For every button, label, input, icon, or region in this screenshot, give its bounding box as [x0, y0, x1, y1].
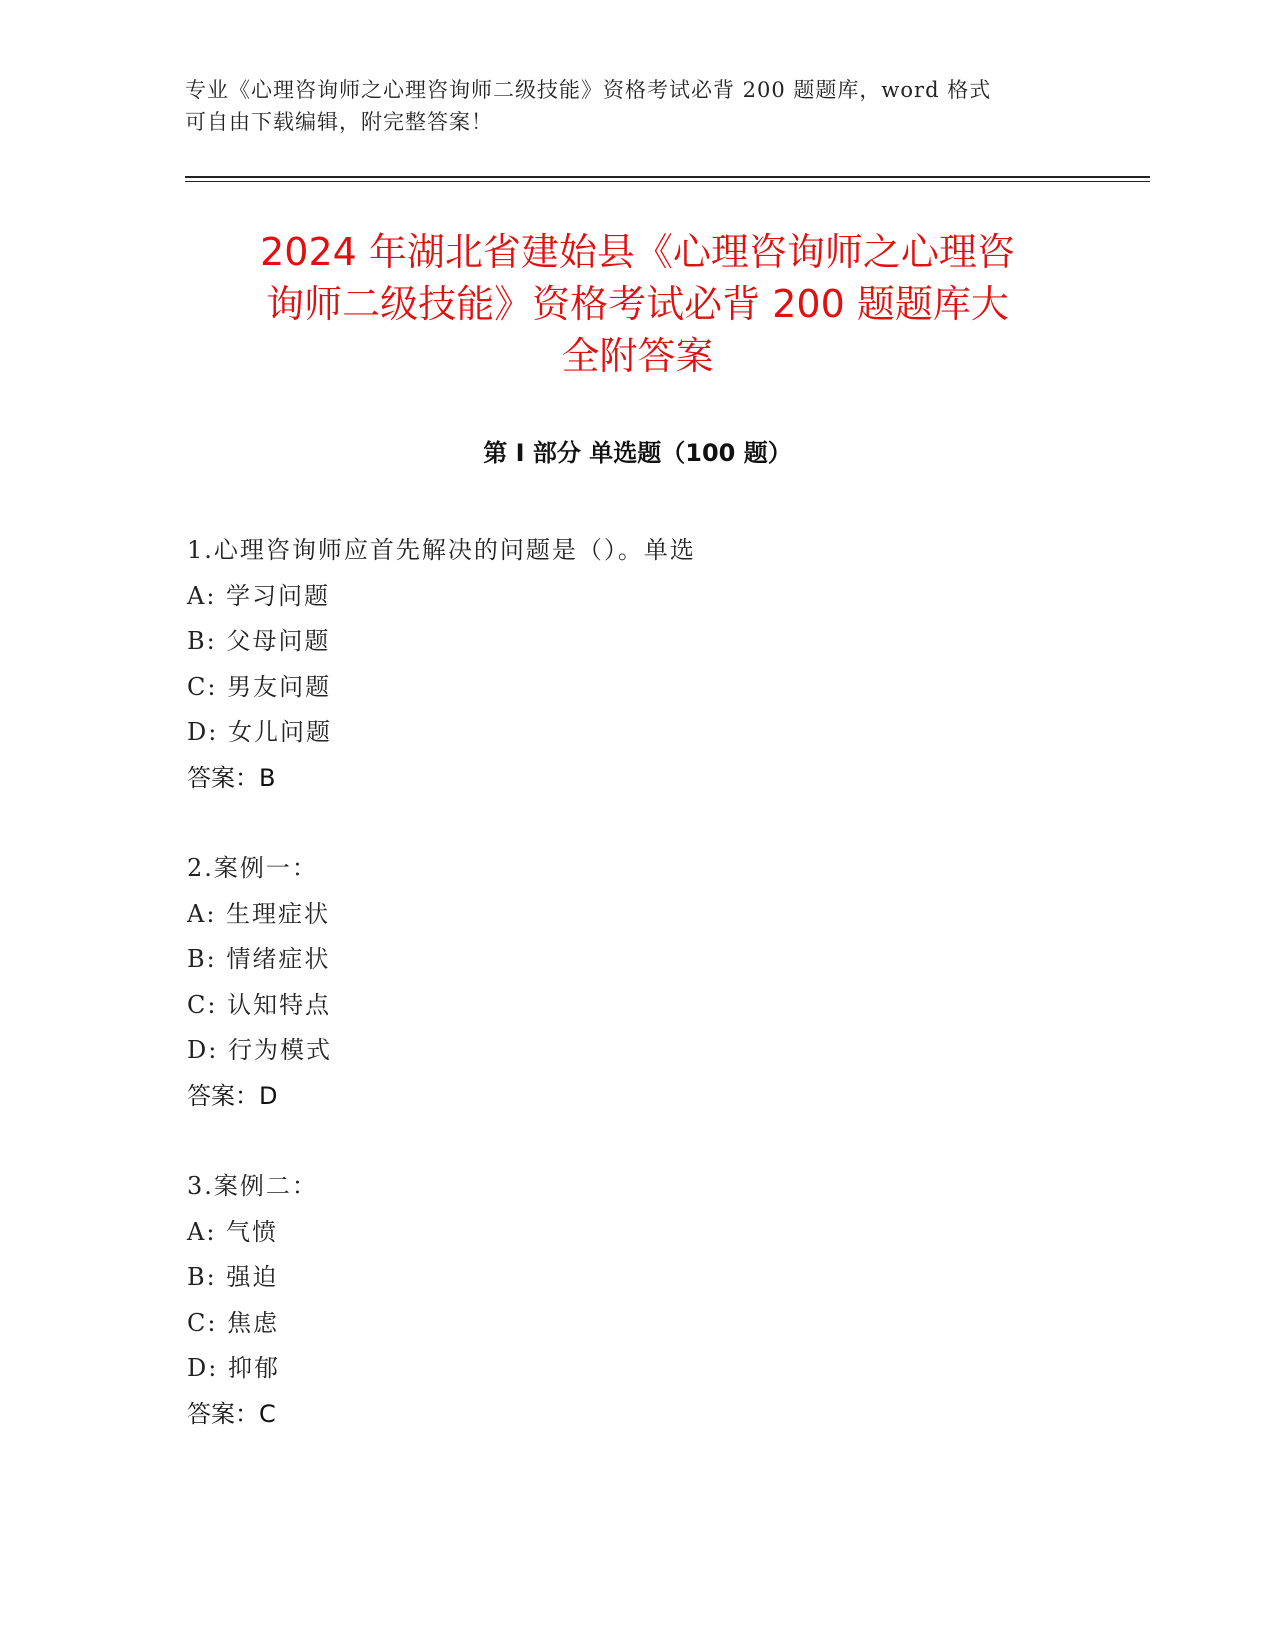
question-item — [187, 528, 1087, 801]
option-b: B: 强迫 — [187, 1263, 279, 1291]
option-b: B: 父母问题 — [187, 627, 331, 655]
option-a: A: 生理症状 — [187, 899, 331, 928]
option-c: C: 焦虑 — [187, 1308, 280, 1337]
header-note — [185, 74, 1085, 138]
option-d: D: 行为模式 — [187, 1036, 332, 1064]
option-a: A: 气愤 — [187, 1217, 279, 1246]
answer-key: 答案：C — [187, 1399, 276, 1428]
answer-key: 答案：B — [187, 763, 276, 792]
question-stem: 3.案例二： — [187, 1172, 318, 1200]
question-item — [187, 1164, 1087, 1437]
document-title-line-1: 2024 年湖北省建始县《心理咨询师之心理咨 — [260, 230, 1015, 274]
document-title — [185, 226, 1090, 382]
question-list — [187, 528, 1087, 1482]
option-c: C: 男友问题 — [187, 672, 332, 701]
option-a: A: 学习问题 — [187, 581, 331, 610]
document-title-line-3: 全附答案 — [561, 334, 714, 378]
option-d: D: 抑郁 — [187, 1354, 280, 1382]
header-note-line-1: 专业《心理咨询师之心理咨询师二级技能》资格考试必背 200 题题库，word 格式 — [185, 78, 992, 102]
question-item — [187, 846, 1087, 1119]
answer-key: 答案：D — [187, 1081, 278, 1110]
option-c: C: 认知特点 — [187, 990, 332, 1019]
question-stem: 2.案例一： — [187, 854, 318, 882]
option-b: B: 情绪症状 — [187, 945, 331, 973]
header-divider-thick — [185, 176, 1150, 178]
document-title-line-2: 询师二级技能》资格考试必背 200 题题库大 — [266, 282, 1009, 326]
header-note-line-2: 可自由下载编辑，附完整答案！ — [185, 110, 493, 134]
question-stem: 1.心理咨询师应首先解决的问题是（）。单选 — [187, 536, 696, 564]
header-divider-thin — [185, 181, 1150, 182]
section-heading: 第 I 部分 单选题（100 题） — [483, 439, 792, 467]
option-d: D: 女儿问题 — [187, 718, 332, 746]
